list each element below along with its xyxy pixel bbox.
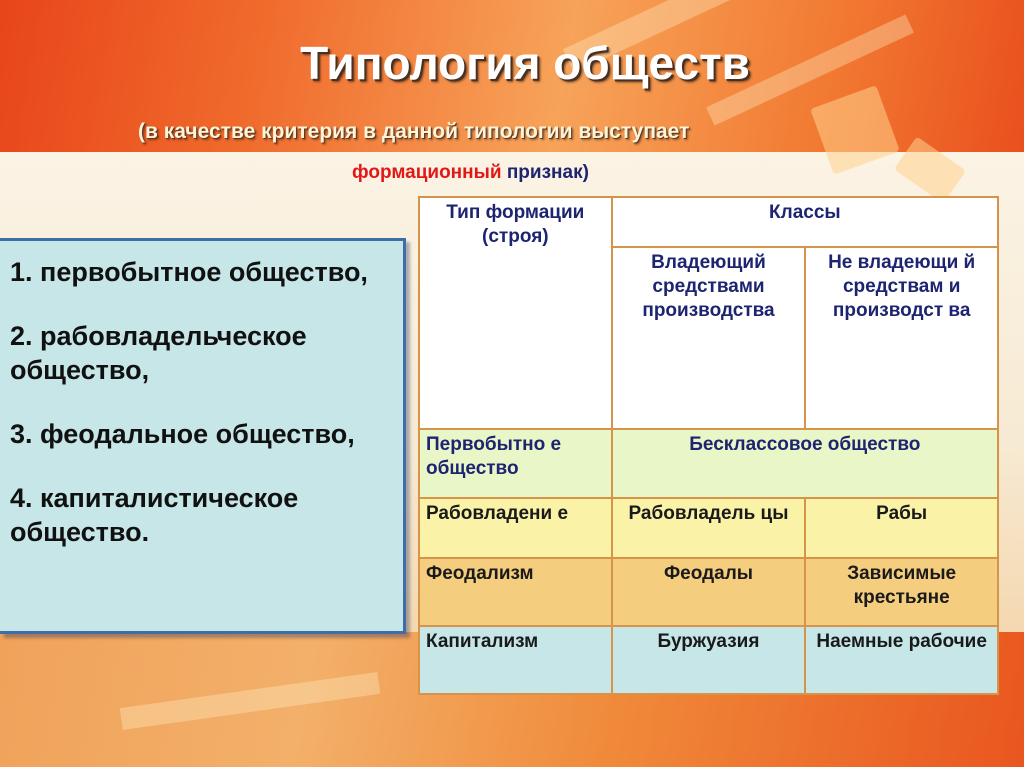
table-cell-type: Рабовладени е [419,498,612,558]
list-item: 4. капиталистическое общество. [10,483,299,547]
table-cell-owning: Буржуазия [612,626,806,694]
header-classes: Классы [612,197,998,247]
table-cell-merged: Бесклассовое общество [612,429,998,497]
table-cell-non-owning: Наемные рабочие [805,626,998,694]
header-formation-type: Тип формации (строя) [419,197,612,429]
subtitle-rest: признак) [506,162,589,183]
table-cell-owning: Рабовладель цы [612,498,806,558]
table-cell-type: Капитализм [419,626,612,694]
subtitle-line2 [352,162,752,184]
list-item: 3. феодальное общество, [10,419,355,449]
table-cell-owning: Феодалы [612,558,806,626]
table-cell-non-owning: Рабы [805,498,998,558]
table-cell-type: Феодализм [419,558,612,626]
page-title: Типология обществ [300,37,750,89]
typology-table [418,196,999,695]
society-types-list [0,238,406,634]
table-cell-non-owning: Зависимые крестьяне [805,558,998,626]
subtitle-highlight: формационный [352,162,502,183]
list-item: 1. первобытное общество, [10,257,368,287]
table-cell-type: Первобытно е общество [419,429,612,497]
header-owning-class: Владеющий средствами производства [612,247,806,429]
header-non-owning-class: Не владеющи й средствам и производст ва [805,247,998,429]
subtitle-line1: (в качестве критерия в данной типологии выступает [138,120,690,143]
list-item: 2. рабовладельческое общество, [10,321,307,385]
